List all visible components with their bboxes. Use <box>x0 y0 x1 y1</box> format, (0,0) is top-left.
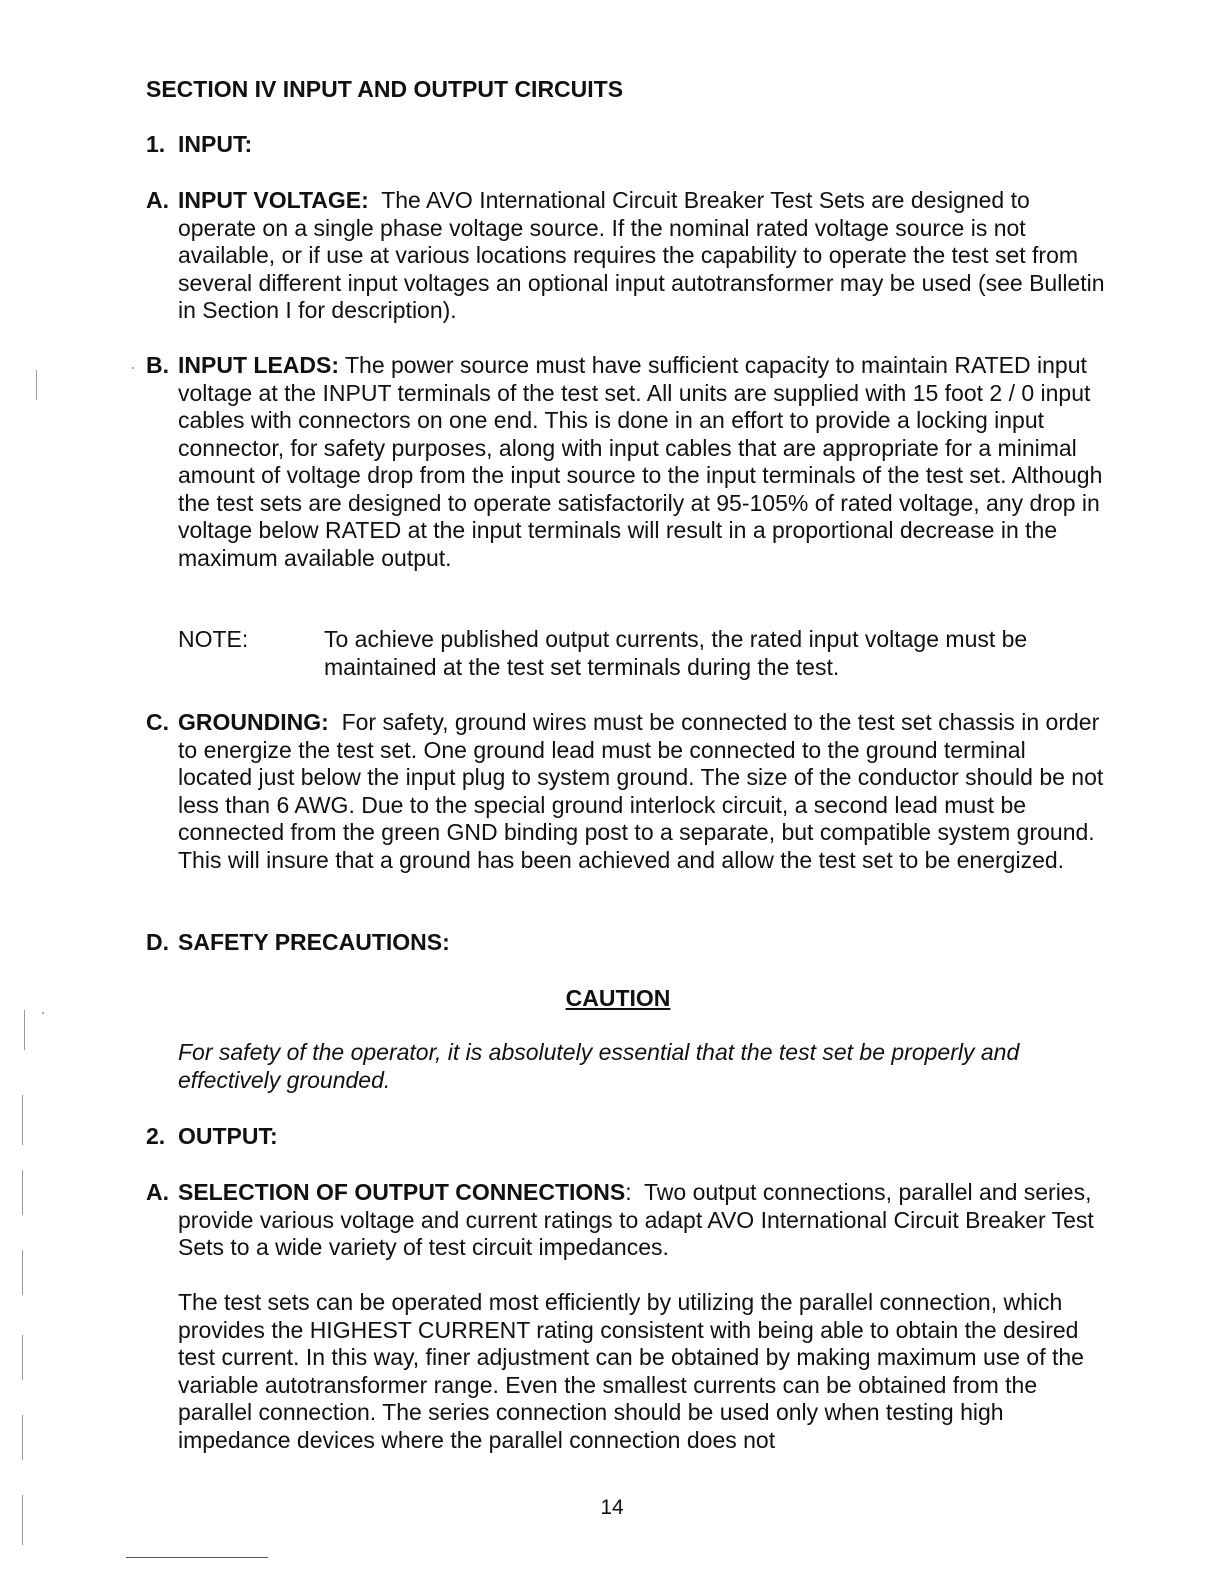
item-lead: INPUT VOLTAGE: <box>178 187 369 213</box>
page-number: 14 <box>600 1496 624 1519</box>
item-marker: A. <box>146 187 169 213</box>
grounding-item <box>146 709 1106 874</box>
item-marker: D. <box>146 929 169 955</box>
output-connections-item <box>146 1179 1106 1262</box>
scan-mark <box>22 1335 23 1380</box>
caution-title-text: CAUTION <box>565 985 671 1011</box>
item-lead: SAFETY PRECAUTIONS: <box>178 929 450 955</box>
item-text: The power source must have sufficient capacity to maintain RATED input voltage at the INPUT terminals of the test set. All units are supplied with 15 foot 2 / 0 input cables with connectors on one end. This is done in an effort to provide a locking input connector, for safety purposes, along with input cables that are appropriate for a minimal amount of voltage drop from the input source to the input terminals of the test set. Although the test sets are designed to operate satisfactorily at 95-105% of rated voltage, any drop in voltage below RATED at the input terminals will result in a proportional decrease in the maximum available output. <box>178 352 1103 571</box>
output-heading-label: OUTPUT: <box>178 1123 278 1149</box>
bottom-rule <box>126 1557 268 1558</box>
scan-mark <box>22 1095 23 1145</box>
item-text: Two output connections, parallel and series, provide various voltage and current ratings to adapt AVO International Circuit Breaker Test Sets to a wide variety of test circuit impedances. <box>178 1179 1094 1260</box>
note-text: To achieve published output currents, the rated input voltage must be maintained at the test set terminals during the test. <box>324 626 1028 680</box>
item-text: For safety, ground wires must be connected to the test set chassis in order to energize the test set. One ground lead must be connected to the ground terminal located just below the input plug to system ground. The size of the conductor should be not less than 6 AWG. Due to the special ground interlock circuit, a second lead must be connected from the green GND binding post to a separate, but compatible system ground. This will insure that a ground has been achieved and allow the test set to be energized. <box>178 709 1104 873</box>
scan-mark <box>24 1010 25 1050</box>
scan-mark <box>22 1170 23 1215</box>
scan-dot <box>132 367 134 369</box>
caution-title <box>6 985 1224 1013</box>
input-voltage-item <box>146 187 1106 325</box>
scan-mark <box>22 1415 23 1460</box>
output-heading <box>146 1123 1106 1151</box>
input-heading-label: INPUT: <box>178 131 253 157</box>
input-heading <box>146 131 1106 159</box>
item-lead: GROUNDING: <box>178 709 329 735</box>
item-lead: INPUT LEADS: <box>178 352 339 378</box>
safety-precautions-item <box>146 929 1106 957</box>
item-marker: A. <box>146 1179 169 1205</box>
output-paragraph: The test sets can be operated most efficiently by utilizing the parallel connection, which provides the HIGHEST CURRENT rating consistent with being able to obtain the desired test current. In this way, finer adjustment can be obtained by making maximum use of the variable autotransformer range. Even the smallest currents can be obtained from the parallel connection. The series connection should be used only when testing high impedance devices where the parallel connection does not <box>178 1289 1084 1453</box>
item-marker: C. <box>146 709 169 735</box>
item-lead-suffix: : <box>625 1179 632 1205</box>
scan-mark <box>22 1250 23 1295</box>
note-label: NOTE: <box>178 626 249 652</box>
output-heading-number: 2. <box>146 1123 166 1149</box>
section-title: SECTION IV INPUT AND OUTPUT CIRCUITS <box>146 76 624 102</box>
item-lead: SELECTION OF OUTPUT CONNECTIONS <box>178 1179 626 1205</box>
item-text: The AVO International Circuit Breaker Test Sets are designed to operate on a single phase voltage source. If the nominal rated voltage source is not available, or if use at various locations requires the capability to operate the test set from several different input voltages an optional input autotransformer may be used (see Bulletin in Section I for description). <box>178 187 1105 323</box>
input-heading-number: 1. <box>146 131 166 157</box>
caution-text: For safety of the operator, it is absolutely essential that the test set be properly and effectively grounded. <box>178 1039 1020 1093</box>
note-block <box>178 626 1098 681</box>
input-leads-item <box>146 352 1106 572</box>
scan-mark <box>36 370 37 400</box>
item-marker: B. <box>146 352 169 378</box>
